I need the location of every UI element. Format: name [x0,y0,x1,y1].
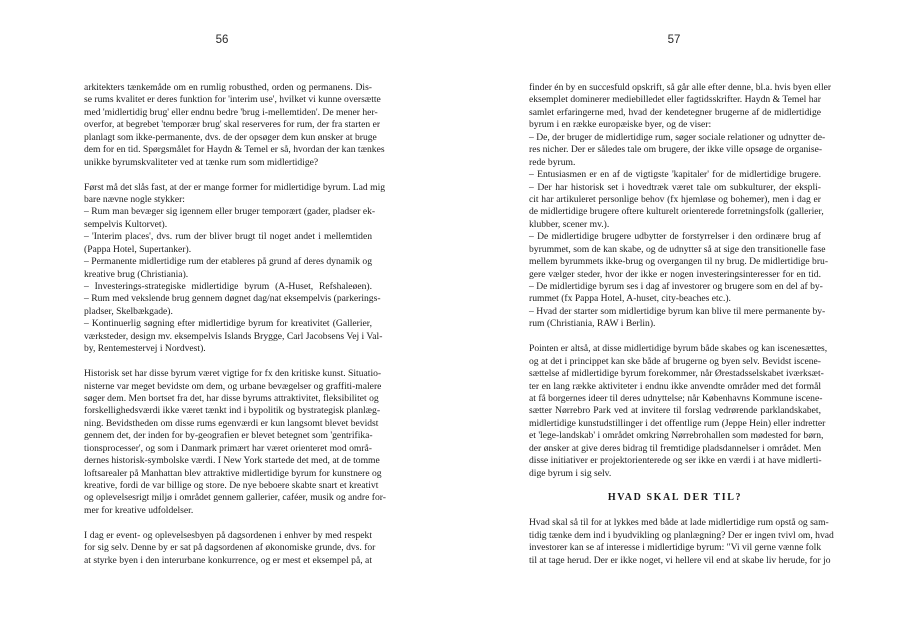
list-item-line: – Kontinuerlig søgning efter midlertidige byrum for kreativitet (Gallerier, [84,318,372,330]
list-item-line: – Hvad der starter som midlertidige byrum kan blive til mere permanente by- [529,305,826,317]
text-line: Historisk set har disse byrum været vigtige for fx den kritiske kunst. Situatio- [84,368,382,380]
text-line: rede byrum. [529,156,576,168]
paragraph [529,82,832,331]
text-line: samlet erfaringerne med, hvad der kendetegner brugerne af de midlertidige [529,106,821,118]
text-line: byrum i en række europæiske byer, og de viser: [529,119,712,131]
text-line: gere vælger steder, hvor der ikke er nogen investeringsinteresser for en tid. [529,268,821,280]
text-line: midlertidige kunstudstillinger i det offentlige rum (Jeppe Hein) eller indretter [529,417,826,429]
text-line: sempelvis Kultorvet). [84,218,168,230]
paragraph [529,517,834,567]
paragraph-spacer [84,517,372,529]
page-number: 57 [667,34,681,46]
text-line: gennem det, der inden for by-geografien er blevet betegnet som 'gentrifika- [84,430,373,442]
paragraph-spacer [84,356,372,368]
text-line: unikke byrumskvaliteter ved at tænke rum som midlertidige? [84,156,319,168]
text-line: sætter Nørrebro Park ved at invitere til forslag vedrørende parklandskabet, [529,405,821,417]
paragraph-spacer [529,480,821,492]
paragraph [529,343,828,480]
list-item-line: – Rum man bevæger sig igennem eller bruger temporært (gader, pladser ek- [84,206,376,218]
paragraph-spacer [529,505,821,517]
text-line: der ønsker at give deres bidrag til fremtidige pladsdannelser i området. Men [529,442,821,454]
text-line: til at tage herud. Der er ikke noget, vi hellere vil end at skabe liv herude, for jo [529,554,831,566]
list-item-line: – Permanente midlertidige rum der etableres på grund af deres dynamik og [84,256,372,268]
text-line: sættelse af midlertidige byrum forekommer, når Ørestadsselskabet iværksæt- [529,368,824,380]
paragraph [84,82,385,169]
text-line: byrummet, som de kan skabe, og de udnytter så at sige den transitionelle fase [529,243,826,255]
right-page [450,0,900,636]
paragraph [84,368,386,517]
text-line: rummet (fx Pappa Hotel, A-huset, city-beaches etc.). [529,293,731,305]
text-line: mer for kreative udfoldelser. [84,504,194,516]
text-line: nisterne var meget bevidste om dem, og urbane bevægelser og graffiti-malere [84,380,382,392]
text-line: kreative brug (Christiania). [84,268,189,280]
text-line: finder én by en succesfuld opskrift, så går alle efter denne, bl.a. hvis byen eller [529,82,832,93]
paragraph-spacer [84,169,372,181]
text-line: de midlertidige brugere oftere kulturelt orienterede forretningsfolk (gallerier, [529,206,824,218]
list-item-line: – Investerings-strategiske midlertidige byrum (A-Huset, Refshaleøen). [84,281,372,292]
text-line: forskellighedsværdi ikke været tænkt ind i bypolitik og bystrategisk planlæg- [84,405,381,417]
text-line: eksemplet dominerer mediebilledet eller fagtidsskrifter. Haydn & Temel har [529,94,821,106]
text-line: kreative, fordi de var billige og store. De nye beboere skabte snart et kreativt [84,480,379,491]
list-item-line: – 'Interim places', dvs. rum der bliver brugt til noget andet i mellemtiden [84,231,372,243]
text-line: planlagt som ikke-permanente, dvs. de der opsøger dem kun ønsker at bruge [84,131,377,143]
text-line: tionsprocesser', og som i Danmark primært har været orienteret mod områ- [84,442,372,454]
paragraph [84,181,386,356]
list-item-line: – Rum med vekslende brug gennem døgnet dag/nat eksempelvis (parkerings- [84,293,381,305]
paragraph-spacer [529,331,821,343]
list-item-line: – De midlertidige brugere udbytter de forstyrrelser i den ordinære brug af [529,231,821,243]
text-line: disse initiativer er projektorienterede og ser ikke en værdi i at have midlerti- [529,455,822,467]
text-line: pladser, Skelbækgade). [84,305,173,317]
text-line: klubber, scener mv.). [529,218,610,230]
text-line: et 'lege-landskab' i området omkring Nørrebrohallen som mødested for børn, [529,430,824,442]
page-number: 56 [215,34,229,46]
text-line: (Pappa Hotel, Supertanker). [84,243,192,255]
text-line: investorer kan se af interesse i midlertidige byrum: "Vi vil gerne vænne folk [529,542,822,554]
text-line: Pointen er altså, at disse midlertidige byrum både skabes og kan iscenesættes, [529,343,828,355]
text-line: by, Rentemestervej i Nordvest). [84,343,206,355]
text-line: ning. Bevidstheden om disse rums egenværdi er kun langsomt blevet bevidst [84,417,379,429]
list-item-line: – De midlertidige byrum ses i dag af investorer og brugere som en del af by- [529,281,823,292]
paragraph [84,529,376,567]
text-line: cit har artikuleret personlige behov (fx hjemløse og bohemer), men i dag er [529,193,821,205]
text-line: søger dem. Men bortset fra det, har disse byrums attraktivitet, fleksibilitet og [84,392,379,404]
text-line: med 'midlertidig brug' eller endnu bedre 'brug i-mellemtiden'. De mener her- [84,106,378,118]
list-item-line: – Entusiasmen er en af de vigtigste 'kapitaler' for de midlertidige brugere. [529,169,821,181]
text-line: ter en lang række aktiviteter i endnu ikke anvendte områder med det formål [529,380,821,392]
text-line: se rums kvalitet er deres funktion for 'interim use', hvilket vi kunne oversætte [84,94,381,106]
text-line: Først må det slås fast, at der er mange former for midlertidige byrum. Lad mig [84,181,386,193]
text-line: at styrke byen i den interurbane konkurrence, og er mest et eksempel på, at [84,554,372,566]
text-line: tidig tænke dem ind i byudvikling og planlægning? Der er ingen tvivl om, hvad [529,529,834,541]
text-line: loftsarealer på Manhattan blev attraktive midlertidige byrum for kunstnere og [84,467,382,479]
text-line: dige byrum i sig selv. [529,467,612,479]
text-line: dernes historisk-symbolske værdi. I New York startede det med, at de tomme [84,455,380,467]
text-line: overfor, at begrebet 'temporær brug' skal reserveres for rum, der fra starten er [84,119,381,131]
text-line: for sig selv. Denne by er sat på dagsordenen af økonomiske grunde, dvs. for [84,542,376,554]
text-line: rum (Christiania, RAW i Berlin). [529,318,656,330]
list-item-line: – De, der bruger de midlertidige rum, søger sociale relationer og udnytter de- [529,131,826,143]
right-page-body [529,82,834,567]
text-line: og oplevelsesrigt miljø i området gennem gallerier, caféer, musik og andre for- [84,492,386,504]
text-line: værksteder, design mv. eksempelvis Islands Brygge, Carl Jacobsens Vej i Val- [84,330,383,342]
text-line: res nicher. Der er således tale om brugere, der ikke ville opsøge de organise- [529,144,823,156]
text-line: Hvad skal så til for at lykkes med både at lade midlertidige rum opstå og sam- [529,517,829,529]
text-line: og at det i princippet kan ske både af brugerne og byen selv. Bevidst iscene- [529,355,821,367]
list-item-line: – Der har historisk set i hovedtræk været tale om subkulturer, der ekspli- [529,181,821,193]
text-line: arkitekters tænkemåde om en rumlig robusthed, orden og permanens. Dis- [84,82,372,93]
text-line: at få borgernes ideer til deres udnyttelse; når Københavns Kommune iscene- [529,392,823,404]
section-heading: HVAD SKAL DER TIL? [607,492,743,504]
text-line: I dag er event- og oplevelsesbyen på dagsordenen i enhver by med respekt [84,529,372,541]
text-line: dem for en tid. Spørgsmålet for Haydn & Temel er så, hvordan der kan tænkes [84,144,385,156]
text-line: bare nævne nogle stykker: [84,193,185,205]
left-page-body [84,82,386,567]
text-line: mellem byrummets ikke-brug og overgangen til ny brug. De midlertidige bru- [529,256,829,268]
